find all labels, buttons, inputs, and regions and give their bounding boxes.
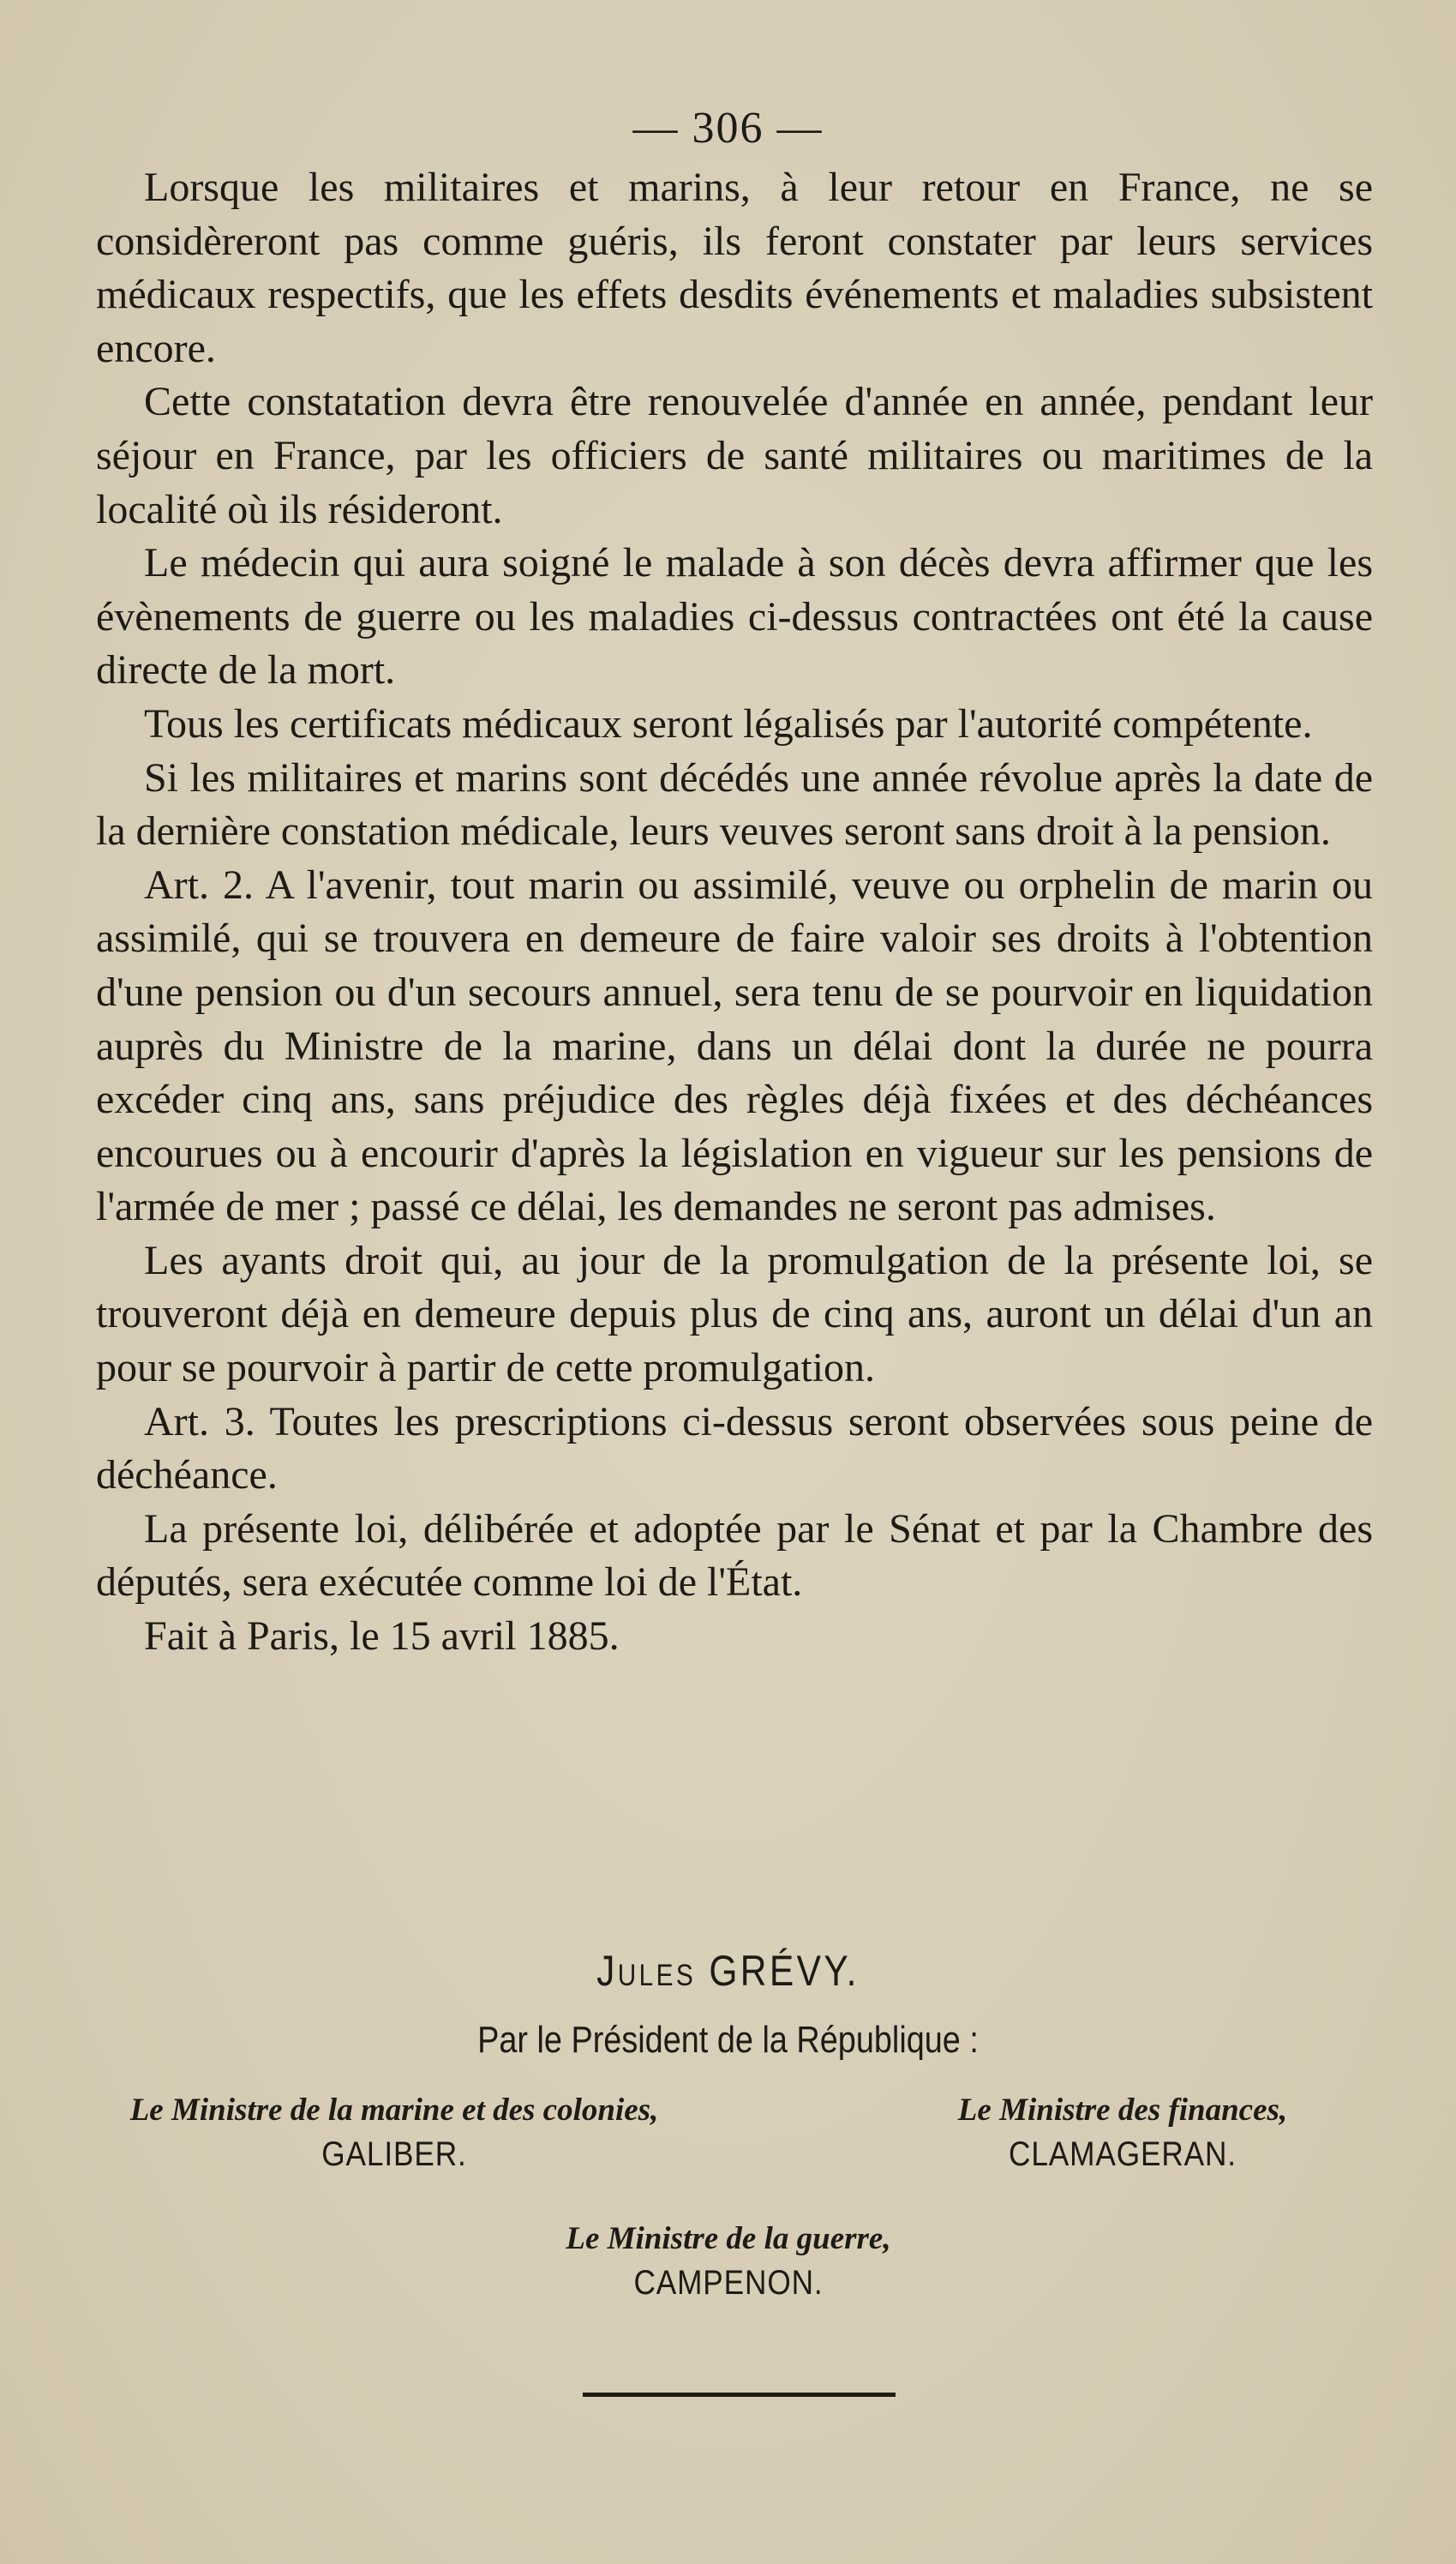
minister-finances-signature bbox=[848, 2092, 1397, 2174]
paragraph: Le médecin qui aura soigné le malade à son décès devra affirmer que les évènements de guerre ou les maladies ci-dessus contractées ont été la cause directe de la mort. bbox=[96, 540, 1373, 694]
signature-name: Jules GRÉVY. bbox=[596, 1947, 860, 1995]
paragraph: Tous les certificats médicaux seront légalisés par l'autorité compétente. bbox=[144, 700, 1313, 747]
paragraph: La présente loi, délibérée et adoptée par le Sénat et par la Chambre des députés, sera exécutée comme loi de l'État. bbox=[96, 1505, 1373, 1606]
paragraph: Les ayants droit qui, au jour de la promulgation de la présente loi, se trouveront déjà en demeure depuis plus de cinq ans, auront un délai d'un an pour se pourvoir à partir de cette promulgation. bbox=[96, 1237, 1373, 1391]
page-number: — 306 — bbox=[632, 104, 824, 153]
paragraph-article-2: Art. 2. A l'avenir, tout marin ou assimilé, veuve ou orphelin de marin ou assimilé, qui se trouvera en demeure de faire valoir ses droits à l'obtention d'une pension ou d'un secours annuel, sera tenu de se pourvoir en liquidation auprès du Ministre de la marine, dans un délai dont la durée ne pourra excéder cinq ans, sans préjudice des règles déjà fixées et des déchéances encourues ou à encourir d'après la législation en vigueur sur les pensions de l'armée de mer ; passé ce délai, les demandes ne seront pas admises. bbox=[96, 862, 1373, 1230]
paragraph: Si les militaires et marins sont décédés une année révolue après la date de la dernière constation médicale, leurs veuves seront sans droit à la pension. bbox=[96, 754, 1373, 855]
end-rule bbox=[583, 2393, 896, 2397]
body-text bbox=[96, 161, 1373, 1664]
minister-marine-signature bbox=[94, 2092, 694, 2174]
minister-name: GALIBER. bbox=[321, 2135, 467, 2173]
minister-name: CLAMAGERAN. bbox=[1009, 2135, 1237, 2173]
paragraph-article-3: Art. 3. Toutes les prescriptions ci-dessus seront observées sous peine de déchéance. bbox=[96, 1398, 1373, 1498]
by-president-line: Par le Président de la République : bbox=[477, 2019, 979, 2061]
date-line: Fait à Paris, le 15 avril 1885. bbox=[144, 1613, 620, 1660]
minister-name: CAMPENON. bbox=[633, 2264, 824, 2302]
minister-title: Le Ministre des finances, bbox=[957, 2093, 1288, 2128]
paragraph: Lorsque les militaires et marins, à leur retour en France, ne se considèreront pas comme guéris, ils feront constater par leurs services médicaux respectifs, que les effets desdits événements et maladies subsistent encore. bbox=[96, 165, 1373, 371]
minister-title: Le Ministre de la marine et des colonies, bbox=[129, 2093, 659, 2128]
paragraph: Cette constatation devra être renouvelée d'année en année, pendant leur séjour en France, par les officiers de santé militaires ou maritimes de la localité où ils résideront. bbox=[96, 379, 1373, 532]
minister-guerre-signature bbox=[488, 2220, 968, 2303]
minister-title: Le Ministre de la guerre, bbox=[566, 2221, 891, 2256]
